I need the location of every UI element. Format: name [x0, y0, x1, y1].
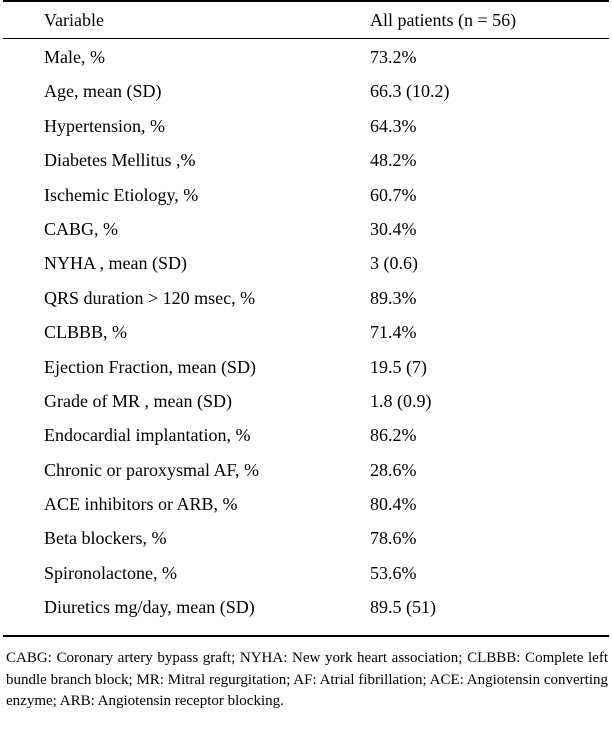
row-value: 80.4%	[370, 494, 417, 515]
row-value: 3 (0.6)	[370, 253, 418, 274]
table-row	[0, 108, 612, 142]
row-variable: ACE inhibitors or ARB, %	[44, 494, 238, 515]
row-value: 73.2%	[370, 47, 417, 67]
row-variable: CLBBB, %	[44, 322, 128, 343]
row-value: 71.4%	[370, 322, 417, 343]
table-row	[0, 486, 612, 520]
table-row	[0, 417, 612, 451]
row-variable: Chronic or paroxysmal AF, %	[44, 459, 260, 480]
row-value: 64.3%	[370, 115, 417, 136]
table-body	[0, 39, 612, 624]
table-bottom-rule	[3, 635, 609, 637]
table-row	[0, 555, 612, 589]
row-value: 78.6%	[370, 528, 417, 549]
row-variable: Age, mean (SD)	[44, 81, 162, 102]
table-row	[0, 245, 612, 279]
row-variable: Hypertension, %	[44, 115, 165, 136]
row-variable: Ejection Fraction, mean (SD)	[44, 356, 256, 377]
table-footnote: CABG: Coronary artery bypass graft; NYHA: New york heart association; CLBBB: Complete left bundle branch block; MR: Mitral regurgitation; AF: Atrial fibrillation; ACE: Angiotensin converting enzyme; ARB: Angiotensin receptor blocking.	[6, 650, 608, 709]
row-value: 28.6%	[370, 459, 417, 480]
row-variable: Male, %	[44, 47, 105, 67]
table-row	[0, 314, 612, 348]
table-row	[0, 177, 612, 211]
table-row	[0, 280, 612, 314]
table-row	[0, 39, 612, 73]
row-variable: CABG, %	[44, 218, 119, 239]
row-variable: QRS duration > 120 msec, %	[44, 287, 256, 308]
row-value: 89.3%	[370, 287, 417, 308]
row-variable: Grade of MR , mean (SD)	[44, 390, 232, 411]
row-value: 30.4%	[370, 218, 417, 239]
row-value: 66.3 (10.2)	[370, 81, 450, 102]
table-header	[0, 0, 612, 38]
row-value: 19.5 (7)	[370, 356, 427, 377]
table-row	[0, 142, 612, 176]
row-variable: Diabetes Mellitus ,%	[44, 150, 196, 171]
row-variable: Ischemic Etiology, %	[44, 184, 199, 205]
table-row	[0, 383, 612, 417]
row-value: 1.8 (0.9)	[370, 390, 432, 411]
row-value: 53.6%	[370, 562, 417, 583]
row-variable: Endocardial implantation, %	[44, 425, 251, 446]
table-row	[0, 211, 612, 245]
table-row	[0, 589, 612, 623]
row-value: 89.5 (51)	[370, 597, 436, 618]
header-all-patients: All patients (n = 56)	[370, 10, 517, 30]
table-row	[0, 349, 612, 383]
row-value: 60.7%	[370, 184, 417, 205]
table-row	[0, 73, 612, 107]
table-row	[0, 520, 612, 554]
row-variable: Diuretics mg/day, mean (SD)	[44, 597, 255, 618]
row-variable: NYHA , mean (SD)	[44, 253, 187, 274]
row-variable: Beta blockers, %	[44, 528, 167, 549]
row-value: 48.2%	[370, 150, 417, 171]
row-value: 86.2%	[370, 425, 417, 446]
header-variable: Variable	[44, 10, 104, 30]
table-row	[0, 452, 612, 486]
row-variable: Spironolactone, %	[44, 562, 177, 583]
